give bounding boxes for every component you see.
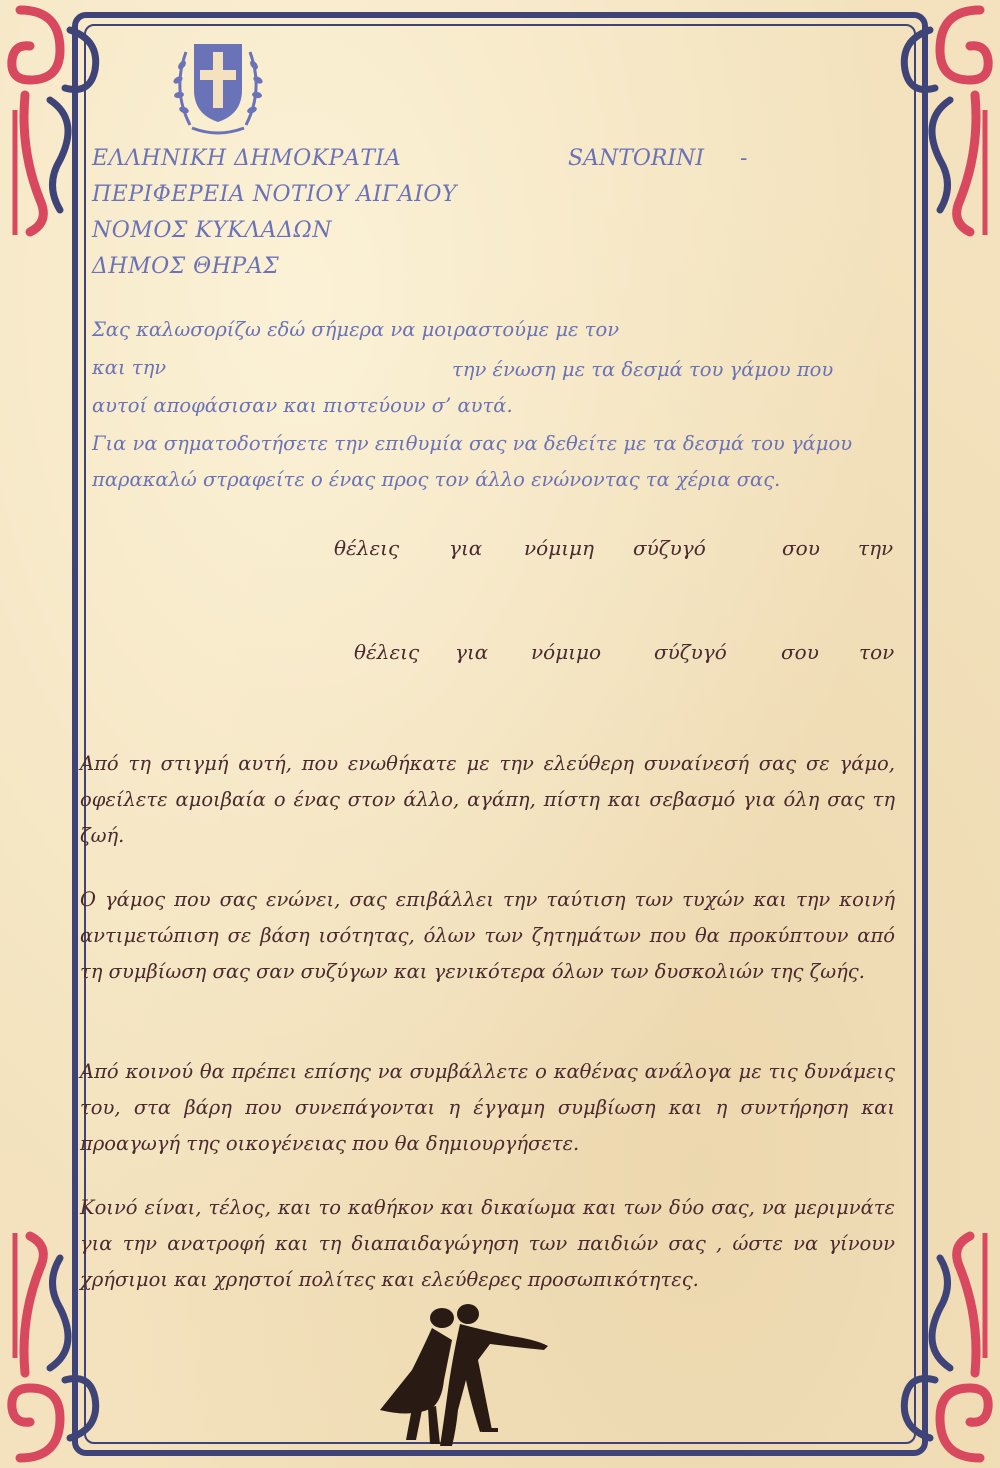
greek-coat-of-arms-icon: [168, 30, 268, 138]
vow-word: σου: [781, 640, 819, 664]
place-name: SANTORINI: [568, 146, 705, 171]
vow-word: για: [449, 536, 483, 560]
vow-word: σύζυγό: [633, 536, 706, 560]
place-dash: -: [740, 146, 748, 171]
header-country: ΕΛΛΗΝΙΚΗ ΔΗΜΟΚΡΑΤΙΑ: [92, 146, 402, 171]
dancing-couple-silhouette-icon: [372, 1300, 552, 1450]
vow-word: θέλεις: [334, 536, 400, 560]
welcome-line-3: αυτοί αποφάσισαν και πιστεύουν σ’ αυτά.: [92, 394, 513, 417]
welcome-line-5: παρακαλώ στραφείτε ο ένας προς τον άλλο ενώνοντας τα χέρια σας.: [92, 468, 781, 491]
header-municipality: ΔΗΜΟΣ ΘΗΡΑΣ: [92, 254, 280, 279]
corner-ornament-bottom-right: [880, 1228, 1000, 1468]
vow-word: σου: [782, 536, 820, 560]
paragraph-family-burdens: Από κοινού θα πρέπει επίσης να συμβάλλετε ο καθένας ανάλογα με τις δυνάμεις του, στα βάρη που συνεπάγονται η έγγαμη συμβίωση και η συντήρηση και προαγωγή της οικογένειας που θα δημιουργήσετε.: [80, 1060, 895, 1155]
welcome-line-2b: την ένωση με τα δεσμά του γάμου που: [452, 358, 834, 381]
welcome-line-2a: και την: [92, 356, 167, 379]
paragraph-raising-children: Κοινό είναι, τέλος, και το καθήκον και δικαίωμα και των δύο σας, να μεριμνάτε για την ανατροφή και τη διαπαιδαγώγηση των παιδιών σας , ώστε να γίνουν χρήσιμοι και χρηστοί πολίτες και ελεύθερες προσωπικότητες.: [80, 1196, 895, 1291]
vow-word: νόμιμο: [531, 640, 602, 664]
corner-ornament-top-right: [880, 0, 1000, 240]
vow-word: θέλεις: [354, 640, 420, 664]
paragraph-mutual-duties: Από τη στιγμή αυτή, που ενωθήκατε με την ελεύθερη συναίνεσή σας σε γάμο, οφείλετε αμοιβαία ο ένας στον άλλο, αγάπη, πίστη και σεβασμό για όλη σας τη ζωή.: [80, 752, 895, 847]
welcome-line-1: Σας καλωσορίζω εδώ σήμερα να μοιραστούμε με τον: [92, 318, 620, 341]
vow-line-groom: [0, 536, 1000, 566]
vow-word: νόμιμη: [524, 536, 595, 560]
vow-line-bride: [0, 640, 1000, 670]
vow-word: σύζυγό: [654, 640, 727, 664]
paragraph-shared-fate: Ο γάμος που σας ενώνει, σας επιβάλλει την ταύτιση των τυχών και την κοινή αντιμετώπιση σε βάση ισότητας, όλων των ζητημάτων που θα προκύπτουν από τη συμβίωση σας σαν συζύγων και γενικότερα όλων των δυσκολιών της ζωής.: [80, 888, 895, 983]
vow-word: τον: [859, 640, 895, 664]
welcome-line-4: Για να σηματοδοτήσετε την επιθυμία σας να δεθείτε με τα δεσμά του γάμου: [92, 432, 853, 455]
header-region: ΠΕΡΙΦΕΡΕΙΑ ΝΟΤΙΟΥ ΑΙΓΑΙΟΥ: [92, 182, 457, 207]
header-prefecture: ΝΟΜΟΣ ΚΥΚΛΑΔΩΝ: [92, 218, 332, 243]
vow-word: για: [455, 640, 489, 664]
vow-word: την: [858, 536, 894, 560]
